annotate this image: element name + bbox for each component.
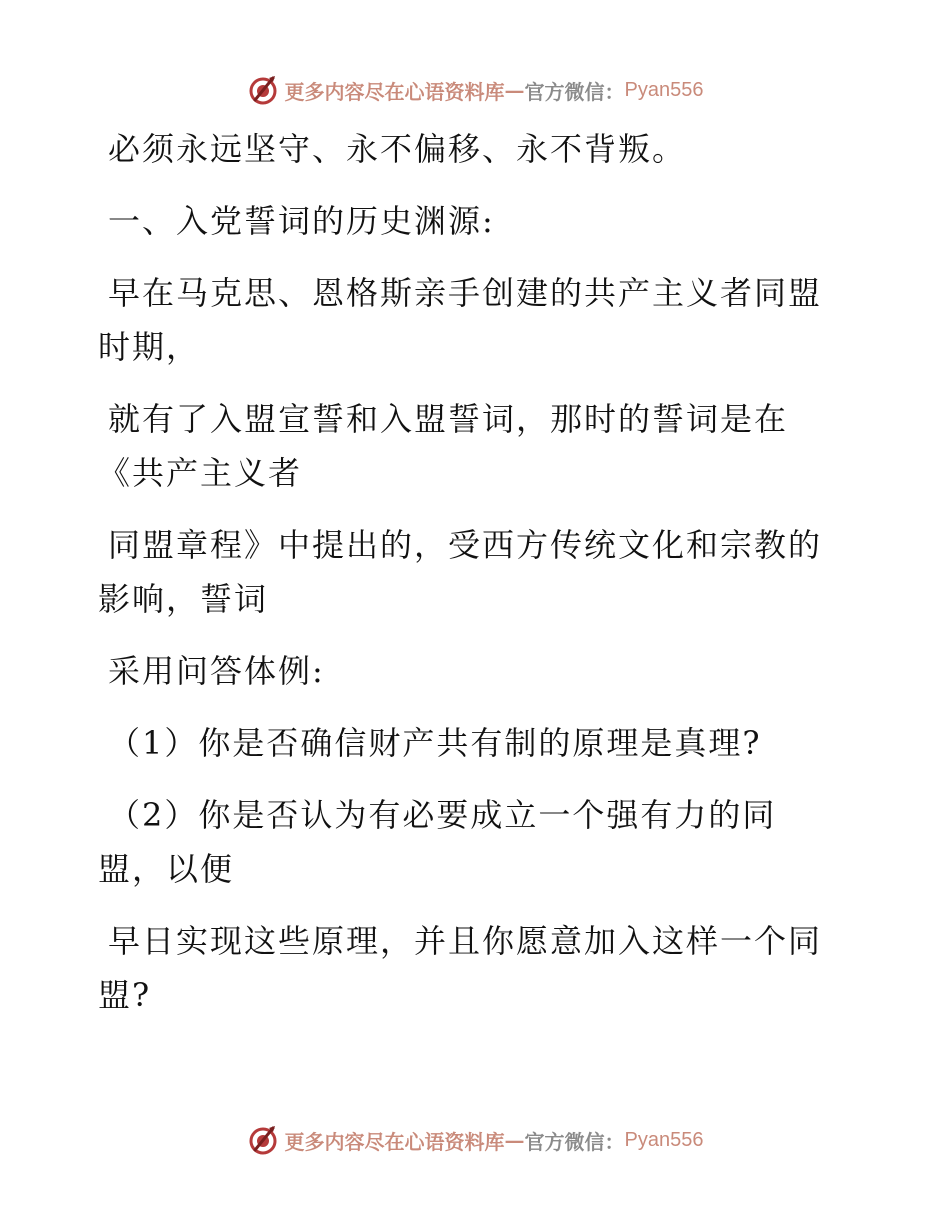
footer-wechat-id: Pyan556: [624, 1128, 704, 1151]
document-body: [98, 122, 838, 1040]
paragraph: 早在马克思、恩格斯亲手创建的共产主义者同盟时期，: [98, 274, 823, 366]
header-wechat-label: 官方微信：: [524, 79, 625, 104]
oath-question: （2）你是否认为有必要成立一个强有力的同盟，以便: [98, 796, 777, 888]
paragraph: 采用问答体例:: [108, 652, 325, 690]
paragraph: 同盟章程》中提出的，受西方传统文化和宗教的影响，誓词: [98, 526, 823, 618]
footer-wechat-label: 官方微信：: [524, 1129, 625, 1154]
paragraph: 必须永远坚守、永不偏移、永不背叛。: [108, 130, 687, 168]
oath-question: （1）你是否确信财产共有制的原理是真理?: [108, 724, 762, 762]
section-heading: 一、入党誓词的历史渊源:: [108, 202, 495, 240]
footer-promo-text: 更多内容尽在心语资料库: [284, 1129, 505, 1154]
header-wechat-id: Pyan556: [624, 78, 704, 101]
footer-banner: [0, 1120, 950, 1160]
header-promo-text: 更多内容尽在心语资料库: [284, 79, 505, 104]
header-dash: —: [504, 78, 525, 102]
quill-seal-icon: [247, 1124, 279, 1156]
paragraph: 就有了入盟宣誓和入盟誓词，那时的誓词是在《共产主义者: [98, 400, 789, 492]
header-banner: [0, 70, 950, 110]
footer-dash: —: [504, 1128, 525, 1152]
quill-seal-icon: [247, 74, 279, 106]
paragraph: 早日实现这些原理，并且你愿意加入这样一个同盟?: [98, 922, 823, 1014]
